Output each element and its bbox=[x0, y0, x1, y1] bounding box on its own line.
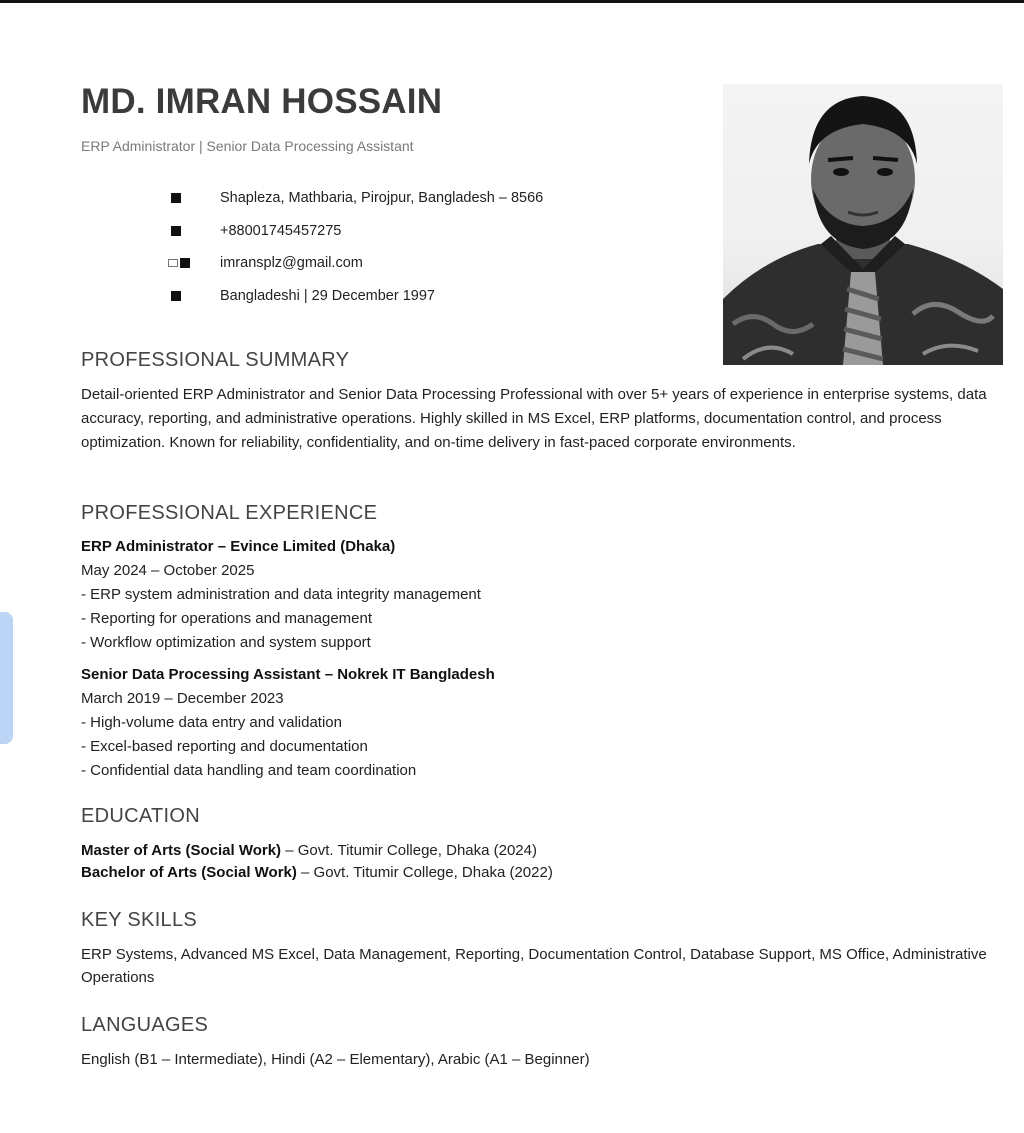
bullet-square-icon bbox=[168, 291, 220, 301]
education-detail: – Govt. Titumir College, Dhaka (2024) bbox=[281, 842, 537, 859]
job-bullet: - ERP system administration and data integrity management bbox=[81, 586, 481, 603]
profile-photo-illustration bbox=[723, 84, 1003, 365]
contact-address bbox=[168, 182, 543, 215]
contact-email bbox=[168, 247, 543, 280]
contact-address-text: Shapleza, Mathbaria, Pirojpur, Bangladesh – 8566 bbox=[220, 190, 544, 207]
job-bullet: - High-volume data entry and validation bbox=[81, 714, 342, 731]
job-title: ERP Administrator – Evince Limited (Dhaka) bbox=[81, 538, 396, 555]
job-dates: March 2019 – December 2023 bbox=[81, 690, 284, 707]
languages-text: English (B1 – Intermediate), Hindi (A2 – Elementary), Arabic (A1 – Beginner) bbox=[81, 1051, 590, 1068]
contact-list bbox=[168, 182, 543, 312]
experience-heading: PROFESSIONAL EXPERIENCE bbox=[81, 502, 378, 524]
resume-name: MD. IMRAN HOSSAIN bbox=[81, 82, 443, 121]
education-detail: – Govt. Titumir College, Dhaka (2022) bbox=[296, 864, 553, 881]
education-heading: EDUCATION bbox=[81, 805, 200, 827]
education-item bbox=[81, 862, 553, 884]
skills-heading: KEY SKILLS bbox=[81, 909, 198, 931]
contact-phone bbox=[168, 215, 543, 248]
summary-heading: PROFESSIONAL SUMMARY bbox=[81, 349, 350, 371]
contact-phone-text: +88001745457275 bbox=[220, 222, 342, 239]
contact-nationality-text: Bangladeshi | 29 December 1997 bbox=[220, 287, 435, 304]
job-dates: May 2024 – October 2025 bbox=[81, 562, 255, 579]
education-list bbox=[81, 840, 553, 884]
education-degree: Bachelor of Arts (Social Work) bbox=[81, 864, 297, 881]
job-bullet: - Workflow optimization and system support bbox=[81, 634, 371, 651]
job-title: Senior Data Processing Assistant – Nokrek IT Bangladesh bbox=[81, 666, 495, 683]
summary-text: Detail-oriented ERP Administrator and Senior Data Processing Professional with over 5+ years of experience in enterprise systems, data accuracy, reporting, and administrative operations. Highly skilled in MS Excel, ERP platforms, documentation control, and process optimization. Known for reliability, confidentiality, and on-time delivery in fast-paced corporate environments. bbox=[81, 386, 987, 451]
education-degree: Master of Arts (Social Work) bbox=[81, 842, 282, 859]
side-scroll-handle[interactable] bbox=[0, 612, 13, 744]
job-bullet: - Reporting for operations and management bbox=[81, 610, 373, 627]
profile-photo bbox=[723, 84, 1003, 365]
languages-heading: LANGUAGES bbox=[81, 1014, 209, 1036]
top-border bbox=[0, 0, 1024, 3]
resume-subtitle: ERP Administrator | Senior Data Processing Assistant bbox=[81, 138, 414, 154]
education-item bbox=[81, 840, 553, 862]
job-bullet: - Excel-based reporting and documentation bbox=[81, 738, 368, 755]
bullet-square-icon bbox=[168, 226, 220, 236]
job-entry bbox=[81, 535, 481, 655]
skills-text: ERP Systems, Advanced MS Excel, Data Management, Reporting, Documentation Control, Database Support, MS Office, Administrative Operations bbox=[81, 946, 987, 986]
bullet-square-icon bbox=[168, 193, 220, 203]
email-icon bbox=[168, 258, 220, 268]
job-bullet: - Confidential data handling and team coordination bbox=[81, 762, 417, 779]
contact-nationality bbox=[168, 280, 543, 313]
contact-email-text: imransplz@gmail.com bbox=[220, 255, 363, 272]
job-entry bbox=[81, 663, 495, 783]
